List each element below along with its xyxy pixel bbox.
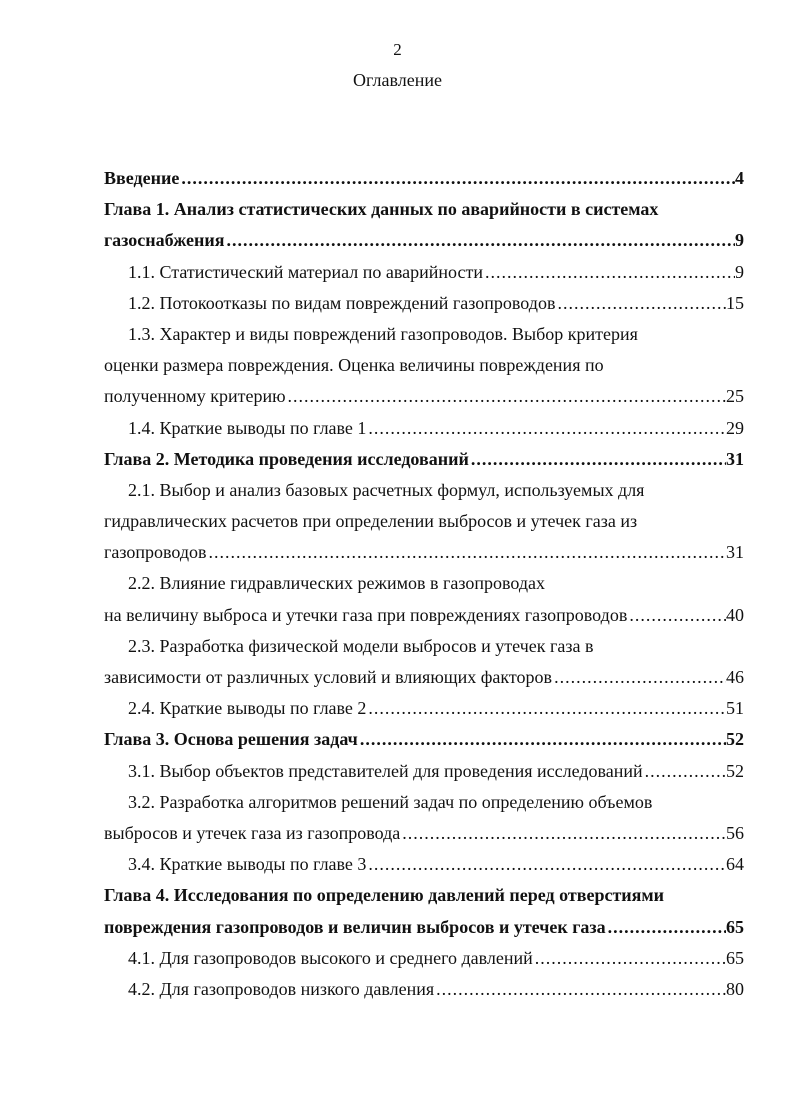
- toc-leader-dots: [400, 818, 726, 849]
- toc-page-number: 65: [726, 916, 744, 937]
- toc-leader-dots: [366, 413, 726, 444]
- toc-text-line: [104, 880, 744, 911]
- toc-entry[interactable]: [104, 912, 744, 943]
- page-title: Оглавление: [353, 70, 442, 90]
- toc-page-number: 9: [735, 261, 744, 282]
- toc-text-line: [104, 631, 744, 662]
- toc-entry-title: Глава 4. Исследования по определению давлений перед отверстиями: [104, 885, 665, 906]
- toc-entry[interactable]: [104, 974, 744, 1005]
- toc-entry-title: на величину выброса и утечки газа при повреждениях газопроводов: [104, 604, 628, 625]
- toc-entry[interactable]: [104, 413, 744, 444]
- toc-text-line: [104, 350, 744, 381]
- toc-entry[interactable]: [104, 849, 744, 880]
- toc-leader-dots: [533, 943, 726, 974]
- toc-entry-title: 3.4. Краткие выводы по главе 3: [128, 854, 367, 875]
- toc-entry-title: 4.1. Для газопроводов высокого и среднего давлений: [128, 947, 533, 968]
- toc-entry-title: гидравлических расчетов при определении выбросов и утечек газа из: [104, 511, 638, 532]
- toc-entry-title: 1.4. Краткие выводы по главе 1: [128, 417, 367, 438]
- toc-leader-dots: [606, 912, 726, 943]
- toc-entry-title: выбросов и утечек газа из газопровода: [104, 822, 401, 843]
- toc-entry-title: 3.1. Выбор объектов представителей для проведения исследований: [128, 760, 643, 781]
- toc-text-line: [104, 194, 744, 225]
- toc-entry[interactable]: [104, 444, 744, 475]
- toc-leader-dots: [358, 724, 726, 755]
- toc-page-number: 31: [726, 542, 744, 563]
- toc-entry[interactable]: [104, 600, 744, 631]
- toc-entry[interactable]: [104, 756, 744, 787]
- toc-leader-dots: [366, 693, 726, 724]
- toc-entry-title: зависимости от различных условий и влияющих факторов: [104, 667, 553, 687]
- toc-entry[interactable]: [104, 381, 744, 412]
- toc-entry-title: 3.2. Разработка алгоритмов решений задач по определению объемов: [128, 791, 653, 812]
- toc-entry-title: полученному критерию: [104, 386, 286, 407]
- toc-leader-dots: [627, 600, 726, 631]
- toc-entry-title: Введение: [104, 168, 180, 188]
- toc-page-number: 65: [726, 947, 744, 968]
- toc-leader-dots: [643, 756, 726, 787]
- toc-entry-title: Глава 1. Анализ статистических данных по аварийности в системах: [104, 199, 659, 220]
- toc-page-number: 51: [726, 698, 744, 719]
- toc-page-number: 80: [726, 978, 744, 999]
- toc-entry[interactable]: [104, 537, 744, 568]
- toc-entry-title: 2.1. Выбор и анализ базовых расчетных формул, используемых для: [128, 479, 645, 500]
- toc-page-number: 52: [726, 760, 744, 781]
- toc-entry-title: 4.2. Для газопроводов низкого давления: [128, 978, 435, 999]
- toc-leader-dots: [552, 662, 726, 693]
- toc-page-number: 25: [726, 386, 744, 407]
- toc-text-line: [104, 319, 744, 350]
- toc-entry[interactable]: [104, 693, 744, 724]
- toc-leader-dots: [207, 537, 726, 568]
- toc-entry-title: Глава 3. Основа решения задач: [104, 729, 358, 750]
- toc-entry[interactable]: [104, 662, 744, 693]
- toc-leader-dots: [555, 288, 726, 319]
- toc-entry[interactable]: [104, 225, 744, 256]
- toc-entry[interactable]: [104, 724, 744, 755]
- toc-leader-dots: [179, 163, 735, 194]
- toc-page-number: 56: [726, 822, 744, 843]
- toc-entry[interactable]: [104, 163, 744, 194]
- page-number: 2: [393, 40, 402, 59]
- toc-leader-dots: [286, 381, 726, 412]
- toc-page-number: 9: [735, 230, 744, 251]
- toc-page-number: 15: [726, 292, 744, 313]
- toc-entry-title: 1.1. Статистический материал по аварийности: [128, 261, 483, 282]
- toc-text-line: [104, 506, 744, 537]
- toc-entry-title: 1.3. Характер и виды повреждений газопроводов. Выбор критерия: [128, 323, 638, 344]
- toc-leader-dots: [434, 974, 726, 1005]
- toc-entry-title: газоснабжения: [104, 230, 225, 251]
- toc-entry[interactable]: [104, 943, 744, 974]
- toc-leader-dots: [469, 444, 726, 475]
- toc-entry-title: Глава 2. Методика проведения исследований: [104, 448, 469, 469]
- table-of-contents: [104, 163, 744, 1005]
- toc-entry[interactable]: [104, 288, 744, 319]
- toc-page-number: 4: [735, 168, 744, 188]
- toc-entry-title: 2.3. Разработка физической модели выбросов и утечек газа в: [128, 635, 594, 656]
- toc-text-line: [104, 568, 744, 599]
- toc-entry-title: оценки размера повреждения. Оценка величины повреждения по: [104, 355, 604, 376]
- toc-page-number: 29: [726, 417, 744, 438]
- toc-page-number: 52: [726, 729, 744, 750]
- toc-leader-dots: [366, 849, 726, 880]
- toc-text-line: [104, 475, 744, 506]
- toc-leader-dots: [225, 225, 736, 256]
- toc-entry-title: 2.4. Краткие выводы по главе 2: [128, 698, 367, 719]
- toc-leader-dots: [483, 257, 735, 288]
- toc-entry-title: 1.2. Потокоотказы по видам повреждений газопроводов: [128, 292, 556, 313]
- toc-entry-title: 2.2. Влияние гидравлических режимов в газопроводах: [128, 573, 546, 594]
- toc-entry-title: повреждения газопроводов и величин выбросов и утечек газа: [104, 916, 606, 937]
- toc-text-line: [104, 787, 744, 818]
- toc-page-number: 31: [726, 448, 744, 469]
- toc-page-number: 46: [726, 667, 744, 687]
- toc-entry-title: газопроводов: [104, 542, 207, 563]
- toc-entry[interactable]: [104, 818, 744, 849]
- toc-page-number: 64: [726, 854, 744, 875]
- toc-page-number: 40: [726, 604, 744, 625]
- toc-entry[interactable]: [104, 257, 744, 288]
